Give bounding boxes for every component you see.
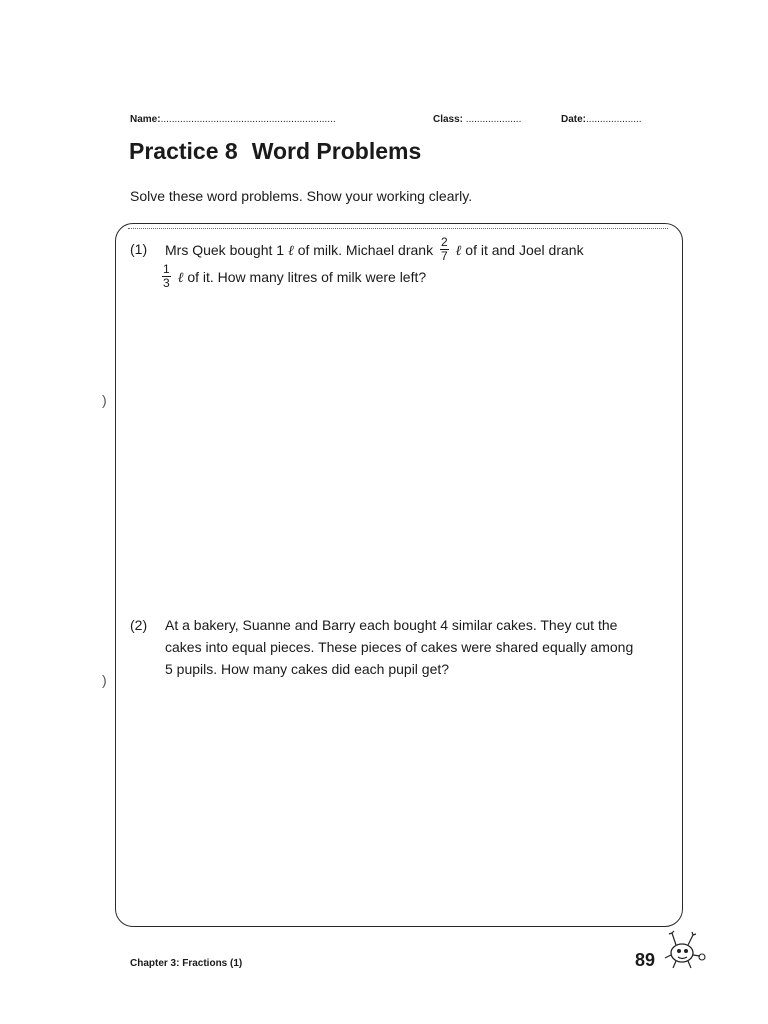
- question-1-number: (1): [130, 241, 148, 257]
- fraction-one-third: $\frac{1}{3}$: [163, 262, 170, 290]
- answer-box[interactable]: [115, 223, 683, 927]
- fraction-two-sevenths: $\frac{2}{7}$: [440, 235, 448, 263]
- question-2-line-3: 5 pupils. How many cakes did each pupil get?: [165, 661, 450, 677]
- page-title: [129, 138, 421, 165]
- name-field[interactable]: [130, 114, 336, 125]
- binder-hole-mark: ): [102, 392, 107, 408]
- litre-symbol: ℓ: [177, 270, 184, 287]
- date-dots: ....................: [586, 114, 642, 125]
- class-dots: ....................: [465, 114, 522, 125]
- chapter-footer: Chapter 3: Fractions (1): [130, 958, 243, 969]
- date-field[interactable]: [561, 114, 642, 125]
- instructions-text: Solve these word problems. Show your working clearly.: [130, 188, 473, 204]
- question-2-number: (2): [130, 617, 148, 633]
- binder-hole-mark: ): [102, 672, 107, 688]
- practice-topic: Word Problems: [251, 138, 422, 164]
- litre-symbol: ℓ: [287, 243, 294, 260]
- class-label: Class:: [433, 114, 464, 125]
- question-1-line-1: Mrs Quek bought 1 ℓ of milk. Michael drank $\frac{2}{7}$ ℓ of it and Joel drank: [165, 235, 584, 263]
- name-label: Name:: [130, 114, 161, 125]
- question-2-line-1: At a bakery, Suanne and Barry each bought 4 similar cakes. They cut the: [165, 617, 618, 633]
- page-number: 89: [635, 950, 656, 970]
- question-2-text: [165, 614, 633, 680]
- question-1: [130, 235, 660, 298]
- name-dots: ...............................................................: [160, 114, 336, 125]
- question-2-line-2: cakes into equal pieces. These pieces of cakes were shared equally among: [165, 639, 634, 655]
- student-info-row: [130, 114, 670, 130]
- practice-number: Practice 8: [129, 138, 238, 164]
- date-label: Date:: [561, 114, 587, 125]
- question-2: [130, 614, 670, 684]
- litre-symbol: ℓ: [455, 243, 462, 260]
- question-1-line-2: $\frac{1}{3}$ ℓ of it. How many litres of milk were left?: [163, 262, 427, 290]
- mascot-icon: [658, 925, 708, 975]
- class-field[interactable]: [433, 114, 521, 125]
- question-1-text: [163, 235, 584, 292]
